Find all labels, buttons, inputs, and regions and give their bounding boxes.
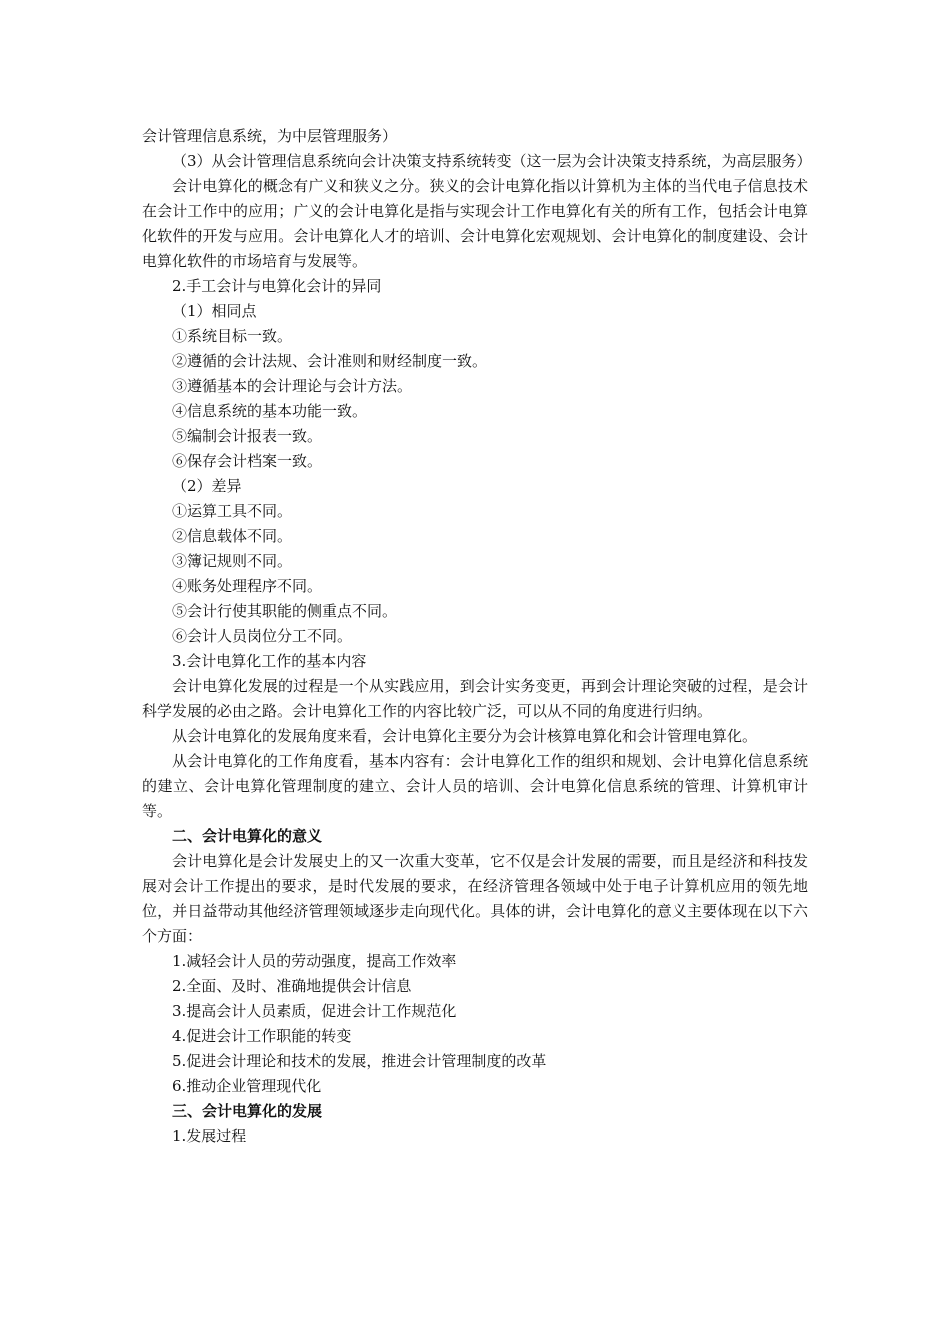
paragraph: 2.手工会计与电算化会计的异同 <box>172 277 382 295</box>
paragraph: 4.促进会计工作职能的转变 <box>172 1027 352 1045</box>
paragraph: ⑥保存会计档案一致。 <box>172 452 323 470</box>
paragraph: ③簿记规则不同。 <box>172 552 293 570</box>
paragraph: 3.会计电算化工作的基本内容 <box>172 652 367 670</box>
paragraph: （3）从会计管理信息系统向会计决策支持系统转变（这一层为会计决策支持系统，为高层服务） <box>172 152 812 170</box>
paragraph: 1.减轻会计人员的劳动强度，提高工作效率 <box>172 952 457 970</box>
paragraph: 会计电算化是会计发展史上的又一次重大变革，它不仅是会计发展的需要，而且是经济和科技发展对会计工作提出的要求，是时代发展的要求，在经济管理各领域中处于电子计算机应用的领先地位，并日益带动其他经济管理领域逐步走向现代化。具体的讲，会计电算化的意义主要体现在以下六个方面： <box>142 852 808 945</box>
paragraph: ⑤编制会计报表一致。 <box>172 427 323 445</box>
paragraph: ②信息载体不同。 <box>172 527 293 545</box>
paragraph: ④信息系统的基本功能一致。 <box>172 402 368 420</box>
section-heading: 三、会计电算化的发展 <box>172 1102 323 1120</box>
paragraph: 6.推动企业管理现代化 <box>172 1077 322 1095</box>
paragraph: 1.发展过程 <box>172 1127 247 1145</box>
paragraph: ⑥会计人员岗位分工不同。 <box>172 627 353 645</box>
document-page <box>142 124 812 1149</box>
paragraph: ②遵循的会计法规、会计准则和财经制度一致。 <box>172 352 488 370</box>
paragraph: 会计电算化发展的过程是一个从实践应用，到会计实务变更，再到会计理论突破的过程，是会计科学发展的必由之路。会计电算化工作的内容比较广泛，可以从不同的角度进行归纳。 <box>142 677 808 720</box>
paragraph: （2）差异 <box>172 477 242 495</box>
paragraph: ①运算工具不同。 <box>172 502 293 520</box>
paragraph: 5.促进会计理论和技术的发展，推进会计管理制度的改革 <box>172 1052 547 1070</box>
paragraph: 从会计电算化的工作角度看，基本内容有：会计电算化工作的组织和规划、会计电算化信息系统的建立、会计电算化管理制度的建立、会计人员的培训、会计电算化信息系统的管理、计算机审计等。 <box>142 752 808 820</box>
section-heading: 二、会计电算化的意义 <box>172 827 323 845</box>
paragraph: 2.全面、及时、准确地提供会计信息 <box>172 977 412 995</box>
paragraph: （1）相同点 <box>172 302 257 320</box>
paragraph: 会计电算化的概念有广义和狭义之分。狭义的会计电算化指以计算机为主体的当代电子信息技术在会计工作中的应用；广义的会计电算化是指与实现会计工作电算化有关的所有工作，包括会计电算化软件的开发与应用。会计电算化人才的培训、会计电算化宏观规划、会计电算化的制度建设、会计电算化软件的市场培育与发展等。 <box>142 177 808 270</box>
paragraph: ④账务处理程序不同。 <box>172 577 323 595</box>
paragraph: 从会计电算化的发展角度来看，会计电算化主要分为会计核算电算化和会计管理电算化。 <box>172 727 758 745</box>
paragraph: ①系统目标一致。 <box>172 327 293 345</box>
paragraph: 会计管理信息系统，为中层管理服务） <box>142 127 398 145</box>
paragraph: ⑤会计行使其职能的侧重点不同。 <box>172 602 398 620</box>
paragraph: 3.提高会计人员素质，促进会计工作规范化 <box>172 1002 457 1020</box>
paragraph: ③遵循基本的会计理论与会计方法。 <box>172 377 413 395</box>
